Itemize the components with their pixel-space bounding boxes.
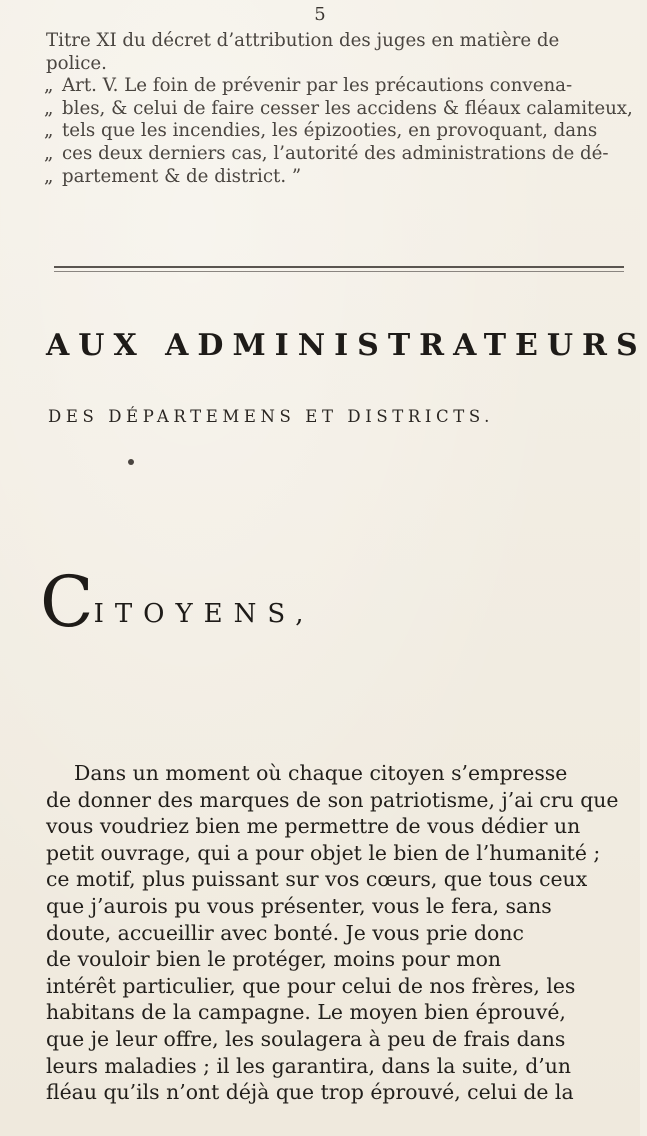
quote-mark: „: [44, 120, 54, 142]
dedication-heading: AUX ADMINISTRATEURS: [46, 328, 647, 363]
body-line: de vouloir bien le protéger, moins pour mon: [46, 947, 501, 972]
decree-line: Titre XI du décret d’attribution des juges en matière de: [46, 30, 560, 51]
section-divider: [54, 266, 624, 268]
dedication-body: [46, 760, 626, 1106]
body-line: petit ouvrage, qui a pour objet le bien de l’humanité ;: [46, 840, 601, 865]
salutation-rest: ITOYENS,: [93, 599, 315, 629]
quote-mark: „: [44, 75, 54, 97]
body-line: leurs maladies ; il les garantira, dans la suite, d’un: [46, 1053, 571, 1078]
body-line: habitans de la campagne. Le moyen bien éprouvé,: [46, 1000, 566, 1025]
dedication-subheading: DES DÉPARTEMENS ET DISTRICTS.: [48, 407, 494, 426]
body-line: Dans un moment où chaque citoyen s’empresse: [74, 761, 568, 785]
decree-line: police.: [46, 52, 107, 74]
decree-line: [46, 166, 620, 189]
quote-mark: „: [44, 97, 54, 119]
salutation: [40, 561, 315, 643]
body-line: ce motif, plus puissant sur vos cœurs, que tous ceux: [46, 867, 588, 892]
body-line: doute, accueillir avec bonté. Je vous prie donc: [46, 920, 524, 945]
decree-line-text: partement & de district. ”: [62, 165, 302, 187]
quote-mark: „: [44, 142, 54, 164]
decree-line-text: Art. V. Le foin de prévenir par les précautions convena-: [62, 75, 573, 97]
decree-line-text: tels que les incendies, les épizooties, en provoquant, dans: [62, 120, 598, 142]
decree-line: [46, 120, 620, 143]
body-line: de donner des marques de son patriotisme, j’ai cru que: [46, 787, 619, 812]
body-line: fléau qu’ils n’ont déjà que trop éprouvé, celui de la: [46, 1080, 574, 1105]
body-line: intérêt particulier, que pour celui de nos frères, les: [46, 973, 576, 998]
decree-line: [46, 143, 620, 166]
decree-line-text: bles, & celui de faire cesser les accidens & fléaux calamiteux,: [62, 97, 633, 119]
body-line: vous voudriez bien me permettre de vous dédier un: [46, 814, 581, 839]
decree-excerpt: [44, 30, 633, 188]
body-line: que j’aurois pu vous présenter, vous le fera, sans: [46, 893, 552, 918]
page-number: 5: [314, 4, 326, 25]
body-line: que je leur offre, les soulagera à peu de frais dans: [46, 1026, 566, 1051]
ornament-dot-icon: [128, 459, 134, 465]
quote-mark: „: [44, 165, 54, 187]
section-divider-thin: [54, 271, 624, 272]
decree-line: [46, 75, 620, 98]
decree-line: [44, 97, 633, 121]
decree-line-text: ces deux derniers cas, l’autorité des administrations de dé-: [62, 142, 609, 164]
drop-initial: C: [40, 561, 94, 643]
